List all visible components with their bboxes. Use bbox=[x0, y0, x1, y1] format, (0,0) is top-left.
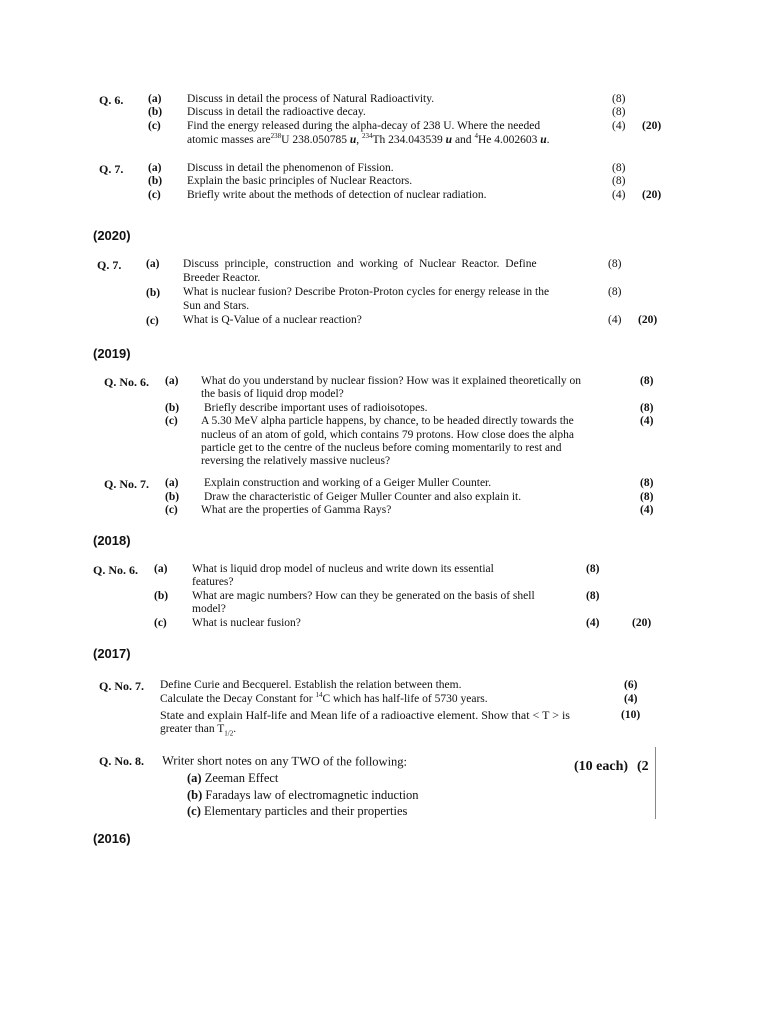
q6-2019-a-text-line2: the basis of liquid drop model? bbox=[201, 388, 344, 400]
q7-2020-a-text-line2: Breeder Reactor. bbox=[183, 272, 261, 284]
q6-2018-c-marks: (4) bbox=[586, 617, 600, 629]
q7-2020-a-part: (a) bbox=[146, 258, 160, 270]
q7-label: Q. 7. bbox=[99, 162, 124, 176]
q6-2019-c-text-line4: reversing the relatively massive nucleus? bbox=[201, 455, 391, 467]
q6-2019-b-text: Briefly describe important uses of radioisotopes. bbox=[204, 402, 428, 414]
q7-2020-b-text: What is nuclear fusion? Describe Proton-Proton cycles for energy release in the bbox=[183, 286, 550, 298]
q6-2019-a-part: (a) bbox=[165, 375, 179, 387]
q7a-marks: (8) bbox=[612, 162, 626, 174]
q7-2020-c-text: What is Q-Value of a nuclear reaction? bbox=[183, 314, 362, 326]
q6-2018-label: Q. No. 6. bbox=[93, 563, 138, 577]
q6-2018-b-part: (b) bbox=[154, 590, 169, 602]
q8-2017-intro: Writer short notes on any TWO of the following: bbox=[161, 753, 408, 769]
q6-2019-label: Q. No. 6. bbox=[104, 375, 149, 389]
q7-2019-a-text: Explain construction and working of a Geiger Muller Counter. bbox=[204, 477, 492, 489]
q6a-marks: (8) bbox=[612, 93, 626, 105]
q6a-part: (a) bbox=[148, 93, 162, 105]
q7-2017-line4: greater than $T_{1/2}$. bbox=[160, 723, 237, 738]
q8-2017-b: (b) Faradays law of electromagnetic induction bbox=[187, 788, 419, 802]
q7a-text: Discuss in detail the phenomenon of Fission. bbox=[187, 162, 394, 174]
q6-2018-total: (20) bbox=[632, 617, 652, 629]
q6-2019-c-part: (c) bbox=[165, 415, 178, 427]
q6-2018-b-text-line2: model? bbox=[192, 603, 226, 615]
q7b-part: (b) bbox=[148, 175, 163, 187]
q7b-marks: (8) bbox=[612, 175, 626, 187]
q7-2019-b-marks: (8) bbox=[640, 491, 654, 503]
q7-2019-c-marks: (4) bbox=[640, 504, 654, 516]
q6c-text-line2: atomic masses are$^{238}$U 238.050785 u, $^{234}$Th 234.043539 u and $^4$He 4.002603 u. bbox=[187, 132, 550, 146]
q7-2020-b-text-line2: Sun and Stars. bbox=[183, 300, 250, 312]
q7-2017-line1-marks: (6) bbox=[624, 679, 638, 691]
q7c-part: (c) bbox=[148, 189, 161, 201]
q7-2020-total: (20) bbox=[638, 314, 658, 326]
q7-2017-line3-marks: (10) bbox=[621, 709, 641, 721]
q7-2017-line2-marks: (4) bbox=[624, 693, 638, 705]
q6-2018-a-part: (a) bbox=[154, 563, 168, 575]
q6-2018-c-text: What is nuclear fusion? bbox=[192, 617, 301, 629]
year-2019: (2019) bbox=[93, 346, 131, 361]
q6-2019-a-marks: (8) bbox=[640, 375, 654, 387]
q6b-text: Discuss in detail the radioactive decay. bbox=[187, 106, 366, 118]
q7c-text: Briefly write about the methods of detection of nuclear radiation. bbox=[187, 189, 487, 201]
q6-2018-c-part: (c) bbox=[154, 617, 167, 629]
q6-2019-c-marks: (4) bbox=[640, 415, 654, 427]
q7-2019-c-part: (c) bbox=[165, 504, 178, 516]
q7-2019-a-marks: (8) bbox=[640, 477, 654, 489]
q7-2017-label: Q. No. 7. bbox=[99, 679, 144, 693]
q7-2020-label: Q. 7. bbox=[97, 258, 122, 272]
q7-2019-c-text: What are the properties of Gamma Rays? bbox=[201, 504, 392, 516]
q7-2020-a-text: Discuss principle, construction and working of Nuclear Reactor. Define bbox=[183, 258, 537, 270]
q6-2019-c-text-line3: particle get to the centre of the nucleus before coming momentarily to rest and bbox=[201, 442, 562, 454]
q6-2018-a-marks: (8) bbox=[586, 563, 600, 575]
q7-2020-b-part: (b) bbox=[146, 287, 161, 299]
q6-2018-b-text: What are magic numbers? How can they be generated on the basis of shell bbox=[192, 590, 535, 602]
q6a-text: Discuss in detail the process of Natural Radioactivity. bbox=[187, 93, 435, 105]
q8-2017-label: Q. No. 8. bbox=[99, 754, 144, 768]
q6c-part: (c) bbox=[148, 120, 161, 132]
q6-2019-c-text-line2: nucleus of an atom of gold, which contains 79 protons. How close does the alpha bbox=[201, 429, 575, 441]
q7-2019-label: Q. No. 7. bbox=[104, 477, 149, 491]
q7-2020-b-marks: (8) bbox=[608, 286, 622, 298]
year-2016: (2016) bbox=[93, 831, 131, 846]
q7-2019-b-text: Draw the characteristic of Geiger Muller Counter and also explain it. bbox=[204, 491, 522, 503]
q6-2019-b-marks: (8) bbox=[640, 402, 654, 414]
q7-2017-line3: State and explain Half-life and Mean life of a radioactive element. Show that < T > is bbox=[160, 708, 570, 722]
q7-2020-c-part: (c) bbox=[146, 315, 159, 327]
q7a-part: (a) bbox=[148, 162, 162, 174]
q8-2017-total: (2 bbox=[637, 759, 649, 774]
scan-edge-divider bbox=[655, 747, 656, 819]
q7-total: (20) bbox=[642, 189, 662, 201]
q6-2019-c-text: A 5.30 MeV alpha particle happens, by chance, to be headed directly towards the bbox=[201, 415, 574, 427]
q6c-text: Find the energy released during the alpha-decay of 238 U. Where the needed bbox=[187, 120, 541, 132]
year-2017: (2017) bbox=[93, 646, 131, 661]
year-2020: (2020) bbox=[93, 228, 131, 243]
q6-label: Q. 6. bbox=[99, 93, 124, 107]
q7-2017-line2: Calculate the Decay Constant for $^{14}$C which has half-life of 5730 years. bbox=[160, 691, 488, 705]
q7-2017-line1: Define Curie and Becquerel. Establish the relation between them. bbox=[160, 679, 462, 691]
q7-2020-a-marks: (8) bbox=[608, 258, 622, 270]
q8-2017-a: (a) Zeeman Effect bbox=[187, 771, 279, 785]
q7-2019-a-part: (a) bbox=[165, 477, 179, 489]
q6-2019-b-part: (b) bbox=[165, 402, 180, 414]
q7c-marks: (4) bbox=[612, 189, 626, 201]
q6-total: (20) bbox=[642, 120, 662, 132]
q8-2017-each: (10 each) bbox=[574, 759, 629, 774]
q6-2019-a-text: What do you understand by nuclear fission? How was it explained theoretically on bbox=[201, 375, 582, 387]
year-2018: (2018) bbox=[93, 533, 131, 548]
q7-2019-b-part: (b) bbox=[165, 491, 180, 503]
q6c-marks: (4) bbox=[612, 120, 626, 132]
q7-2020-c-marks: (4) bbox=[608, 314, 622, 326]
q6b-marks: (8) bbox=[612, 106, 626, 118]
q6-2018-b-marks: (8) bbox=[586, 590, 600, 602]
q6b-part: (b) bbox=[148, 106, 163, 118]
q8-2017-c: (c) Elementary particles and their properties bbox=[187, 804, 408, 818]
q7b-text: Explain the basic principles of Nuclear Reactors. bbox=[187, 175, 413, 187]
q6-2018-a-text-line2: features? bbox=[192, 576, 234, 588]
q6-2018-a-text: What is liquid drop model of nucleus and write down its essential bbox=[192, 563, 494, 575]
